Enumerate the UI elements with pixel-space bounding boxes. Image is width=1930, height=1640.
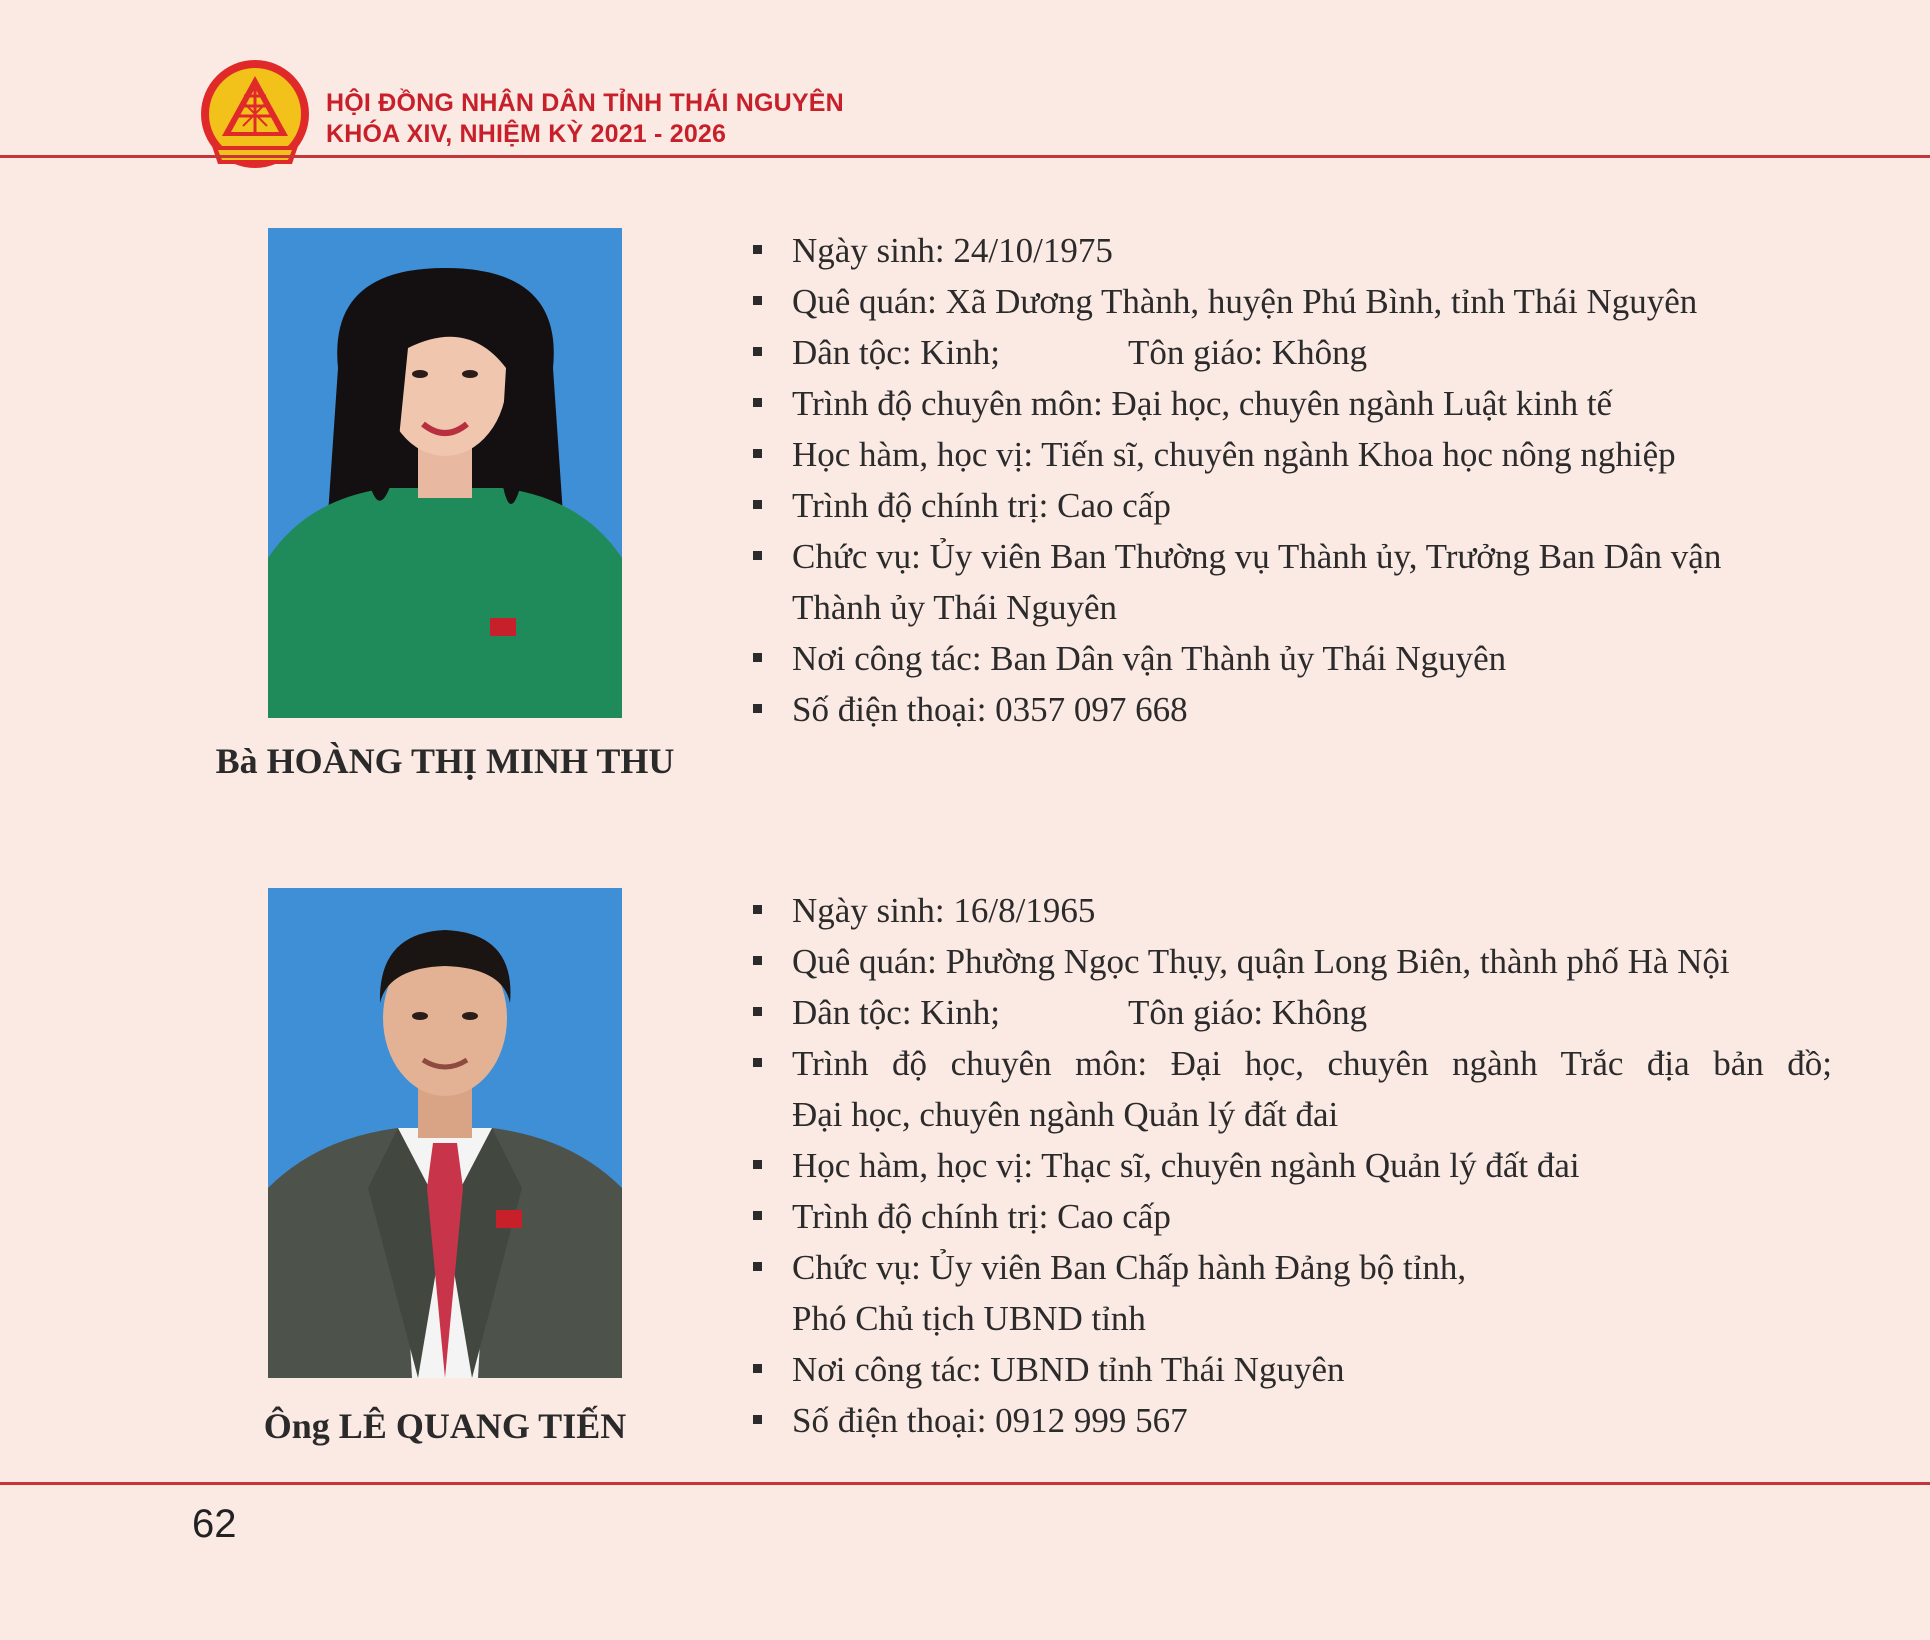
page-number: 62 — [192, 1502, 237, 1546]
list-item — [748, 480, 1898, 531]
workplace-text: Nơi công tác: Ban Dân vận Thành ủy Thái Nguyên — [792, 639, 1507, 678]
list-item — [748, 1395, 1898, 1446]
member-photo-2 — [268, 888, 622, 1378]
phone-text: Số điện thoại: 0912 999 567 — [792, 1401, 1188, 1440]
list-item — [748, 684, 1898, 735]
dob-text: Ngày sinh: 24/10/1975 — [792, 231, 1113, 270]
list-item — [748, 1191, 1898, 1242]
position-text-line-2: Phó Chủ tịch UBND tỉnh — [792, 1299, 1146, 1338]
header-line-1: HỘI ĐỒNG NHÂN DÂN TỈNH THÁI NGUYÊN — [326, 89, 844, 117]
member-info-list-2 — [748, 885, 1898, 1446]
member-photo-1 — [268, 228, 622, 718]
ethnicity-text: Dân tộc: Kinh; — [792, 333, 1001, 372]
degree-text: Học hàm, học vị: Tiến sĩ, chuyên ngành Khoa học nông nghiệp — [792, 435, 1676, 474]
politics-text: Trình độ chính trị: Cao cấp — [792, 1197, 1171, 1236]
header-line-2: KHÓA XIV, NHIỆM KỲ 2021 - 2026 — [326, 120, 727, 148]
list-item — [748, 1242, 1898, 1344]
header-divider — [0, 155, 1930, 158]
politics-text: Trình độ chính trị: Cao cấp — [792, 486, 1171, 525]
expertise-text-line-1: Trình độ chuyên môn: Đại học, chuyên ngành Trắc địa bản đồ; — [792, 1044, 1832, 1083]
list-item — [748, 1038, 1898, 1140]
phone-text: Số điện thoại: 0357 097 668 — [792, 690, 1188, 729]
position-text-line-1: Chức vụ: Ủy viên Ban Thường vụ Thành ủy, Trưởng Ban Dân vận — [792, 537, 1722, 576]
list-item — [748, 225, 1898, 276]
header-title — [326, 88, 844, 150]
religion-text: Tôn giáo: Không — [1128, 333, 1368, 372]
list-item — [748, 429, 1898, 480]
list-item — [748, 885, 1898, 936]
list-item — [748, 276, 1898, 327]
dob-text: Ngày sinh: 16/8/1965 — [792, 891, 1096, 930]
hometown-text: Quê quán: Phường Ngọc Thụy, quận Long Biên, thành phố Hà Nội — [792, 942, 1730, 981]
religion-text: Tôn giáo: Không — [1128, 993, 1368, 1032]
degree-text: Học hàm, học vị: Thạc sĩ, chuyên ngành Quản lý đất đai — [792, 1146, 1580, 1185]
hometown-text: Quê quán: Xã Dương Thành, huyện Phú Bình, tỉnh Thái Nguyên — [792, 282, 1698, 321]
position-text-line-1: Chức vụ: Ủy viên Ban Chấp hành Đảng bộ tỉnh, — [792, 1248, 1467, 1287]
position-text-line-2: Thành ủy Thái Nguyên — [792, 588, 1117, 627]
expertise-text-line-2: Đại học, chuyên ngành Quản lý đất đai — [792, 1095, 1339, 1134]
list-item — [748, 1344, 1898, 1395]
list-item — [748, 327, 1898, 378]
list-item — [748, 378, 1898, 429]
ethnicity-text: Dân tộc: Kinh; — [792, 993, 1001, 1032]
footer-divider — [0, 1482, 1930, 1485]
expertise-text: Trình độ chuyên môn: Đại học, chuyên ngành Luật kinh tế — [792, 384, 1613, 423]
list-item — [748, 1140, 1898, 1191]
list-item — [748, 633, 1898, 684]
member-info-list-1 — [748, 225, 1898, 735]
list-item — [748, 987, 1898, 1038]
member-name-1: Bà HOÀNG THỊ MINH THU — [215, 741, 675, 781]
workplace-text: Nơi công tác: UBND tỉnh Thái Nguyên — [792, 1350, 1345, 1389]
member-name-2: Ông LÊ QUANG TIẾN — [263, 1406, 627, 1446]
provincial-emblem-icon — [196, 58, 314, 182]
list-item — [748, 936, 1898, 987]
list-item — [748, 531, 1898, 633]
